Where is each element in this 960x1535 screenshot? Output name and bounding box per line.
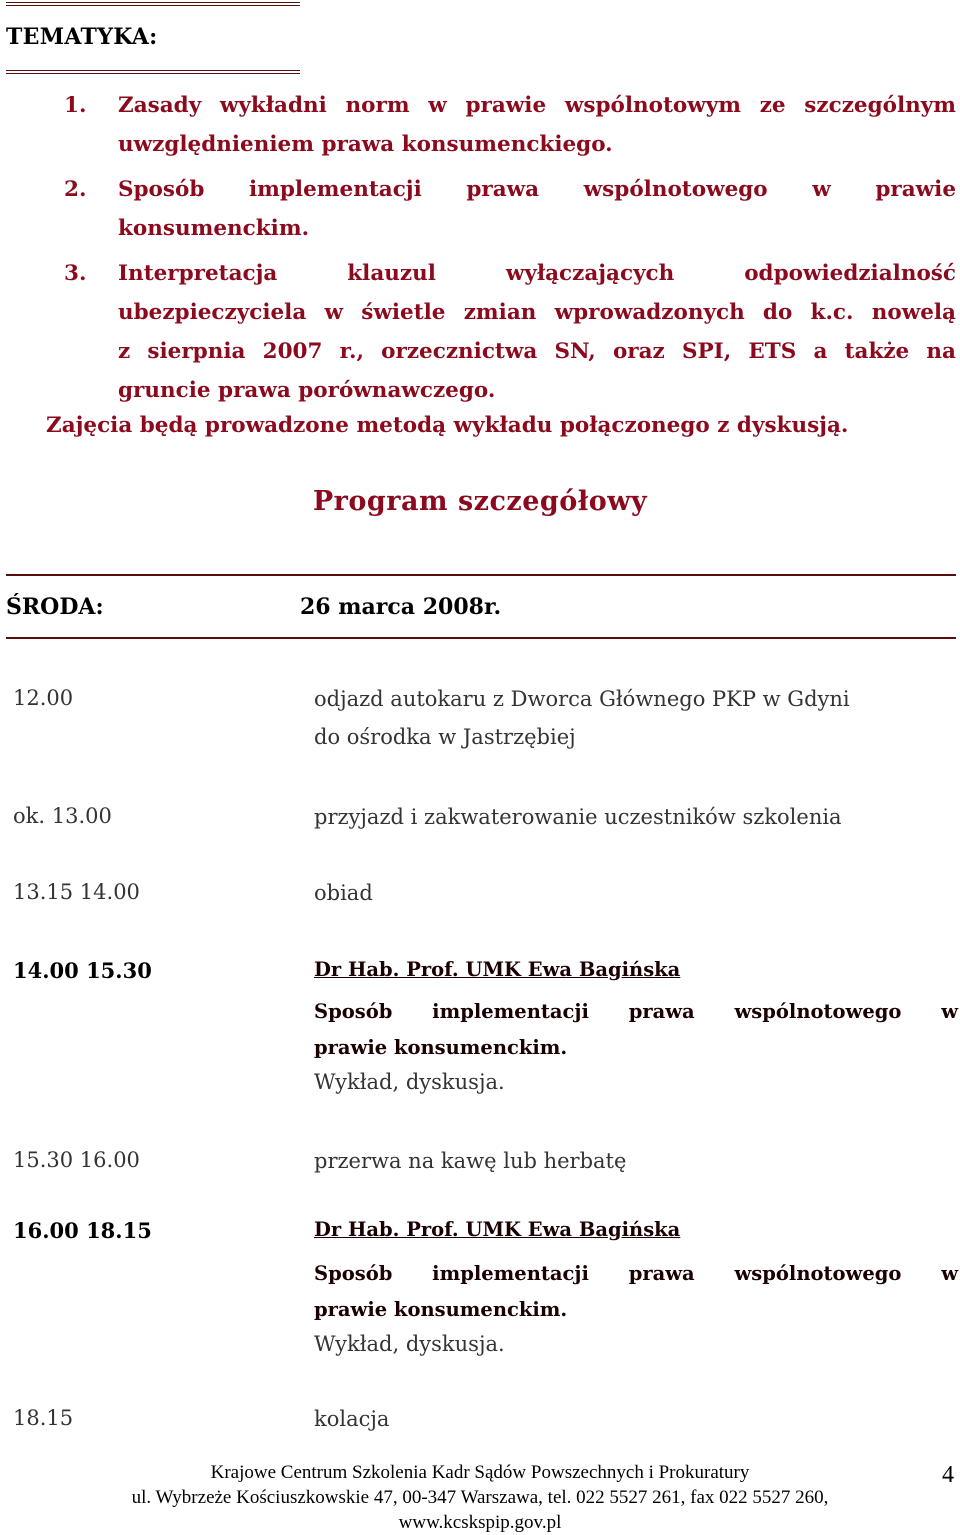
heading-underline [6, 70, 300, 74]
schedule-time: 12.00 [13, 686, 74, 710]
day-top-rule [6, 574, 956, 576]
schedule-time: 13.15 14.00 [13, 880, 140, 904]
schedule-description: przyjazd i zakwaterowanie uczestników szkolenia [314, 805, 842, 829]
topic-number: 1. [64, 93, 87, 118]
schedule-time: 14.00 15.30 [13, 958, 152, 983]
topic-text-line: konsumenckim. [118, 216, 310, 241]
method-note: Zajęcia będą prowadzone metodą wykładu połączonego z dyskusją. [46, 413, 849, 438]
lecture-title-line: prawie konsumenckim. [314, 1298, 568, 1321]
schedule-time: 18.15 [13, 1406, 74, 1430]
description-line: odjazd autokaru z Dworca Głównego PKP w Gdyni [314, 687, 850, 711]
page-number: 4 [942, 1462, 954, 1488]
day-date: 26 marca 2008r. [300, 594, 502, 620]
day-bottom-rule [6, 637, 956, 639]
topic-item [56, 170, 956, 248]
program-title: Program szczegółowy [312, 486, 648, 517]
description-line: do ośrodka w Jastrzębiej [314, 725, 576, 749]
topic-text-line: Sposób implementacji prawa wspólnotowego w prawie [118, 177, 956, 202]
footer-website: www.kcskspip.gov.pl [398, 1512, 562, 1533]
footer [0, 1460, 960, 1535]
schedule-description: obiad [314, 881, 373, 905]
topic-text-line: uwzględnieniem prawa konsumenckiego. [118, 132, 613, 157]
schedule-time: ok. 13.00 [13, 804, 112, 828]
section-heading: TEMATYKA: [6, 24, 158, 50]
lecture-form: Wykład, dyskusja. [314, 1070, 505, 1094]
topic-text-line: Zasady wykładni norm w prawie wspólnotowym ze szczególnym [118, 93, 956, 118]
lecture-form: Wykład, dyskusja. [314, 1332, 505, 1356]
topic-text-line: ubezpieczyciela w świetle zmian wprowadzonych do k.c. nowelą [118, 300, 956, 325]
lecture-title [314, 1256, 958, 1328]
schedule-time: 16.00 18.15 [13, 1218, 152, 1243]
schedule-description [314, 680, 954, 756]
lecturer-name: Dr Hab. Prof. UMK Ewa Bagińska [314, 958, 681, 981]
lecture-title [314, 994, 958, 1066]
lecturer-name: Dr Hab. Prof. UMK Ewa Bagińska [314, 1218, 681, 1241]
topic-text-line: gruncie prawa porównawczego. [118, 378, 496, 403]
schedule-time: 15.30 16.00 [13, 1148, 140, 1172]
topic-text-line: z sierpnia 2007 r., orzecznictwa SN, oraz SPI, ETS a także na [118, 339, 956, 364]
lecture-title-line: Sposób implementacji prawa wspólnotowego w [314, 1262, 958, 1285]
lecture-title-line: Sposób implementacji prawa wspólnotowego w [314, 1000, 958, 1023]
topics-list [56, 86, 956, 410]
topic-number: 3. [64, 261, 87, 286]
schedule-description: kolacja [314, 1407, 390, 1431]
schedule-description: przerwa na kawę lub herbatę [314, 1149, 627, 1173]
top-rule [6, 2, 300, 6]
topic-item [56, 254, 956, 410]
footer-institution: Krajowe Centrum Szkolenia Kadr Sądów Powszechnych i Prokuratury [210, 1462, 750, 1483]
day-label: ŚRODA: [6, 594, 104, 620]
lecture-title-line: prawie konsumenckim. [314, 1036, 568, 1059]
topic-item [56, 86, 956, 164]
footer-address: ul. Wybrzeże Kościuszkowskie 47, 00-347 Warszawa, tel. 022 5527 261, fax 022 5527 260, [131, 1487, 829, 1508]
topic-number: 2. [64, 177, 87, 202]
topic-text-line: Interpretacja klauzul wyłączających odpowiedzialność [118, 261, 956, 286]
